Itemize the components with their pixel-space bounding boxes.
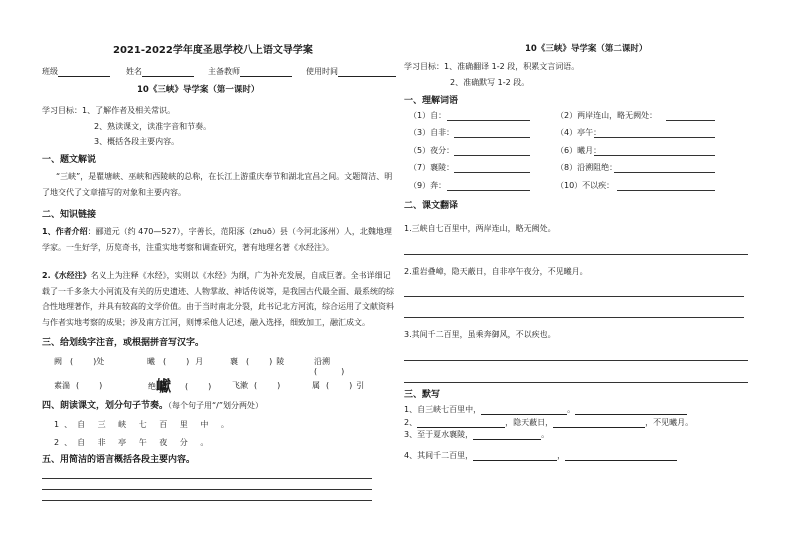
pinyin-open: ( — [76, 381, 80, 390]
pinyin-word-large: 巘 — [156, 377, 172, 395]
dictation-blank[interactable] — [575, 405, 687, 415]
time-blank[interactable] — [338, 67, 396, 77]
pinyin-item — [314, 357, 344, 377]
page-title: 2021-2022学年度圣思学校八上语文导学案 — [113, 45, 313, 56]
pinyin-open: ( — [70, 357, 74, 366]
vocab-blank[interactable] — [614, 172, 715, 173]
pinyin-item — [148, 377, 211, 396]
goal-item: 1、了解作者及相关常识。 — [82, 106, 176, 115]
learning-goals — [42, 103, 211, 150]
dictation-line: 3、至于夏水襄陵， 。 — [404, 430, 550, 439]
section5-heading: 五、用简洁的语言概括各段主要内容。 — [42, 455, 196, 465]
lesson1-title: 10《三峡》导学案（第一课时） — [137, 85, 260, 95]
rhythm-sentence[interactable]: 2、自 非 亭 午 夜 分 。 — [54, 438, 214, 447]
pinyin-word: 绝 — [148, 382, 156, 391]
dictation-blank[interactable] — [473, 430, 541, 440]
translation-q2: 2.重岩叠嶂，隐天蔽日，自非亭午夜分，不见曦月。 — [404, 267, 588, 276]
shuijingzhu-label: 2.《水经注》 — [42, 271, 91, 280]
answer-line[interactable] — [404, 317, 744, 318]
answer-line[interactable] — [404, 360, 748, 361]
pinyin-close: ) — [99, 381, 103, 390]
pinyin-item — [147, 357, 203, 367]
dictation-blank[interactable] — [473, 451, 557, 461]
pinyin-close: ) — [269, 357, 273, 366]
author-intro — [42, 224, 394, 255]
teacher-blank[interactable] — [240, 67, 292, 77]
pinyin-close: ) — [277, 381, 281, 390]
vocab-blank[interactable] — [594, 155, 715, 156]
pinyin-close: ) — [349, 381, 353, 390]
vocab-item: （10）不以疾： — [556, 181, 615, 190]
pinyin-blank[interactable] — [329, 382, 349, 391]
pinyin-blank[interactable] — [317, 368, 341, 377]
author-intro-label: 1、作者介绍 — [42, 227, 88, 236]
vocab-blank[interactable] — [454, 137, 530, 138]
dictation-blank[interactable] — [417, 418, 505, 428]
goal-item: 2、准确默写 1-2 段。 — [450, 78, 530, 87]
pinyin-blank[interactable] — [79, 382, 99, 391]
pinyin-open: ( — [314, 367, 318, 376]
answer-line[interactable] — [404, 382, 748, 383]
author-intro-text: ：郦道元（约 470—527），字善长，范阳涿（zhuō）县（今河北涿州）人，北魏地理学家。一生好学，历览奇书，注重实地考察和调查研究，著有地理名著《水经注》。 — [42, 227, 392, 252]
name-blank[interactable] — [142, 67, 194, 77]
pinyin-blank[interactable] — [166, 358, 186, 367]
pinyin-after: 引 — [356, 381, 365, 390]
section4-heading: 四、朗读课文，划分句子节奏。 — [42, 401, 169, 411]
vocab-blank[interactable] — [447, 190, 530, 191]
name-label: 姓名 — [126, 67, 142, 76]
goal-item: 3、概括各段主要内容。 — [94, 137, 180, 146]
pinyin-after: 月 — [195, 357, 204, 366]
dictation-heading: 三、默写 — [404, 390, 441, 400]
dictation-line: 2、 ，隐天蔽日， ，不见曦月。 — [404, 418, 694, 427]
pinyin-open: ( — [185, 382, 189, 391]
answer-line[interactable] — [404, 254, 748, 255]
vocab-item: （6）曦月： — [556, 146, 602, 155]
vocab-item: （9）奔： — [409, 181, 447, 190]
info-row — [42, 67, 396, 77]
goal-item: 2、熟读课文，读准字音和节奏。 — [94, 121, 212, 131]
pinyin-word: 飞漱 — [232, 381, 248, 390]
pinyin-item — [312, 381, 364, 391]
vocab-blank[interactable] — [454, 172, 530, 173]
pinyin-item — [230, 357, 284, 367]
pinyin-close: ) — [341, 367, 345, 376]
pinyin-word: 阙 — [54, 357, 62, 366]
translation-q3: 3.其间千二百里，虽乘奔御风，不以疾也。 — [404, 330, 556, 339]
vocab-heading: 一、理解词语 — [404, 96, 459, 106]
section2-heading: 二、知识链接 — [42, 210, 97, 220]
dictation-blank[interactable] — [565, 451, 677, 461]
pinyin-word: 素湍 — [54, 381, 70, 390]
translation-q1: 1.三峡自七百里中，两岸连山，略无阙处。 — [404, 224, 556, 233]
pinyin-word: 襄 — [230, 357, 238, 366]
vocab-item: （5）夜分： — [409, 146, 455, 155]
pinyin-word: 沿溯 — [314, 357, 330, 366]
class-blank[interactable] — [58, 67, 110, 77]
pinyin-open: ( — [246, 357, 250, 366]
translation-heading: 二、课文翻译 — [404, 201, 459, 211]
time-label: 使用时间 — [306, 67, 338, 76]
rhythm-sentence[interactable]: 1、自 三 峡 七 百 里 中 。 — [54, 420, 234, 429]
vocab-blank[interactable] — [617, 190, 715, 191]
section4-note: （每个句子用“/”划分两处） — [168, 401, 263, 410]
dictation-line: 4、其间千二百里， ， — [404, 451, 677, 461]
goal-item: 学习目标：1、准确翻译 1-2 段，积累文言词语。 — [404, 62, 580, 71]
dictation-blank[interactable] — [553, 418, 645, 428]
vocab-item: （8）沿溯阻绝： — [556, 163, 618, 172]
answer-line[interactable] — [42, 489, 372, 490]
pinyin-item — [54, 381, 102, 391]
answer-line[interactable] — [42, 500, 372, 501]
pinyin-blank[interactable] — [188, 387, 208, 396]
vocab-item: （4）亭午： — [556, 128, 602, 137]
answer-line[interactable] — [42, 478, 372, 479]
pinyin-close: ) — [93, 357, 97, 366]
teacher-label: 主备教师 — [208, 67, 240, 76]
vocab-blank[interactable] — [666, 120, 715, 121]
shuijingzhu-intro — [42, 268, 394, 330]
section4-heading-row — [42, 401, 263, 412]
class-label: 班级 — [42, 67, 58, 76]
vocab-blank[interactable] — [454, 155, 530, 156]
goals-label: 学习目标： — [42, 106, 82, 115]
section3-heading: 三、给划线字注音，或根据拼音写汉字。 — [42, 338, 205, 348]
pinyin-item — [232, 381, 280, 391]
pinyin-close: ) — [208, 382, 212, 391]
answer-line[interactable] — [404, 296, 744, 297]
dictation-blank[interactable] — [481, 405, 567, 415]
pinyin-after: 陵 — [276, 357, 285, 366]
pinyin-after: 处 — [96, 357, 105, 366]
pinyin-blank[interactable] — [257, 382, 277, 391]
section1-heading: 一、题文解说 — [42, 155, 97, 165]
pinyin-close: ) — [186, 357, 190, 366]
vocab-blank[interactable] — [447, 120, 530, 121]
pinyin-open: ( — [163, 357, 167, 366]
pinyin-open: ( — [254, 381, 258, 390]
vocab-item: （3）自非： — [409, 128, 455, 137]
dictation-line: 1、自三峡七百里中， 。 — [404, 405, 687, 415]
section1-body: “三峡”，是瞿塘峡、巫峡和西陵峡的总称，在长江上游重庆奉节和湖北宜昌之间。文题简洁、明了地交代了文章描写的对象和主要内容。 — [42, 172, 393, 197]
vocab-blank[interactable] — [594, 137, 715, 138]
vocab-item: （2）两岸连山，略无阙处： — [556, 111, 658, 120]
lesson2-title: 10《三峡》导学案（第二课时） — [525, 44, 648, 54]
pinyin-word: 属 — [312, 381, 320, 390]
pinyin-blank[interactable] — [73, 358, 93, 367]
pinyin-word: 曦 — [147, 357, 155, 366]
vocab-item: （7）襄陵： — [409, 163, 455, 172]
pinyin-item — [54, 357, 104, 367]
pinyin-open: ( — [326, 381, 330, 390]
pinyin-blank[interactable] — [249, 358, 269, 367]
shuijingzhu-text: 名义上为注释《水经》，实则以《水经》为纲，广为补充发展，自成巨著。全书详细记载了一千多条大小河流及有关的历史遗迹、人物掌故、神话传说等，是我国古代最全面、最系统的综合性地理著作，并具有较高的文学价值。由于当时南北分裂，此书记北方河流，综合运用了文献资料与作者实地考察的成果；涉及南方江河，则博采他人记述，融入选择，细致加工，融汇成文。 — [42, 271, 394, 327]
vocab-item: （1）自： — [409, 111, 447, 120]
learning-goals-2 — [404, 59, 579, 91]
